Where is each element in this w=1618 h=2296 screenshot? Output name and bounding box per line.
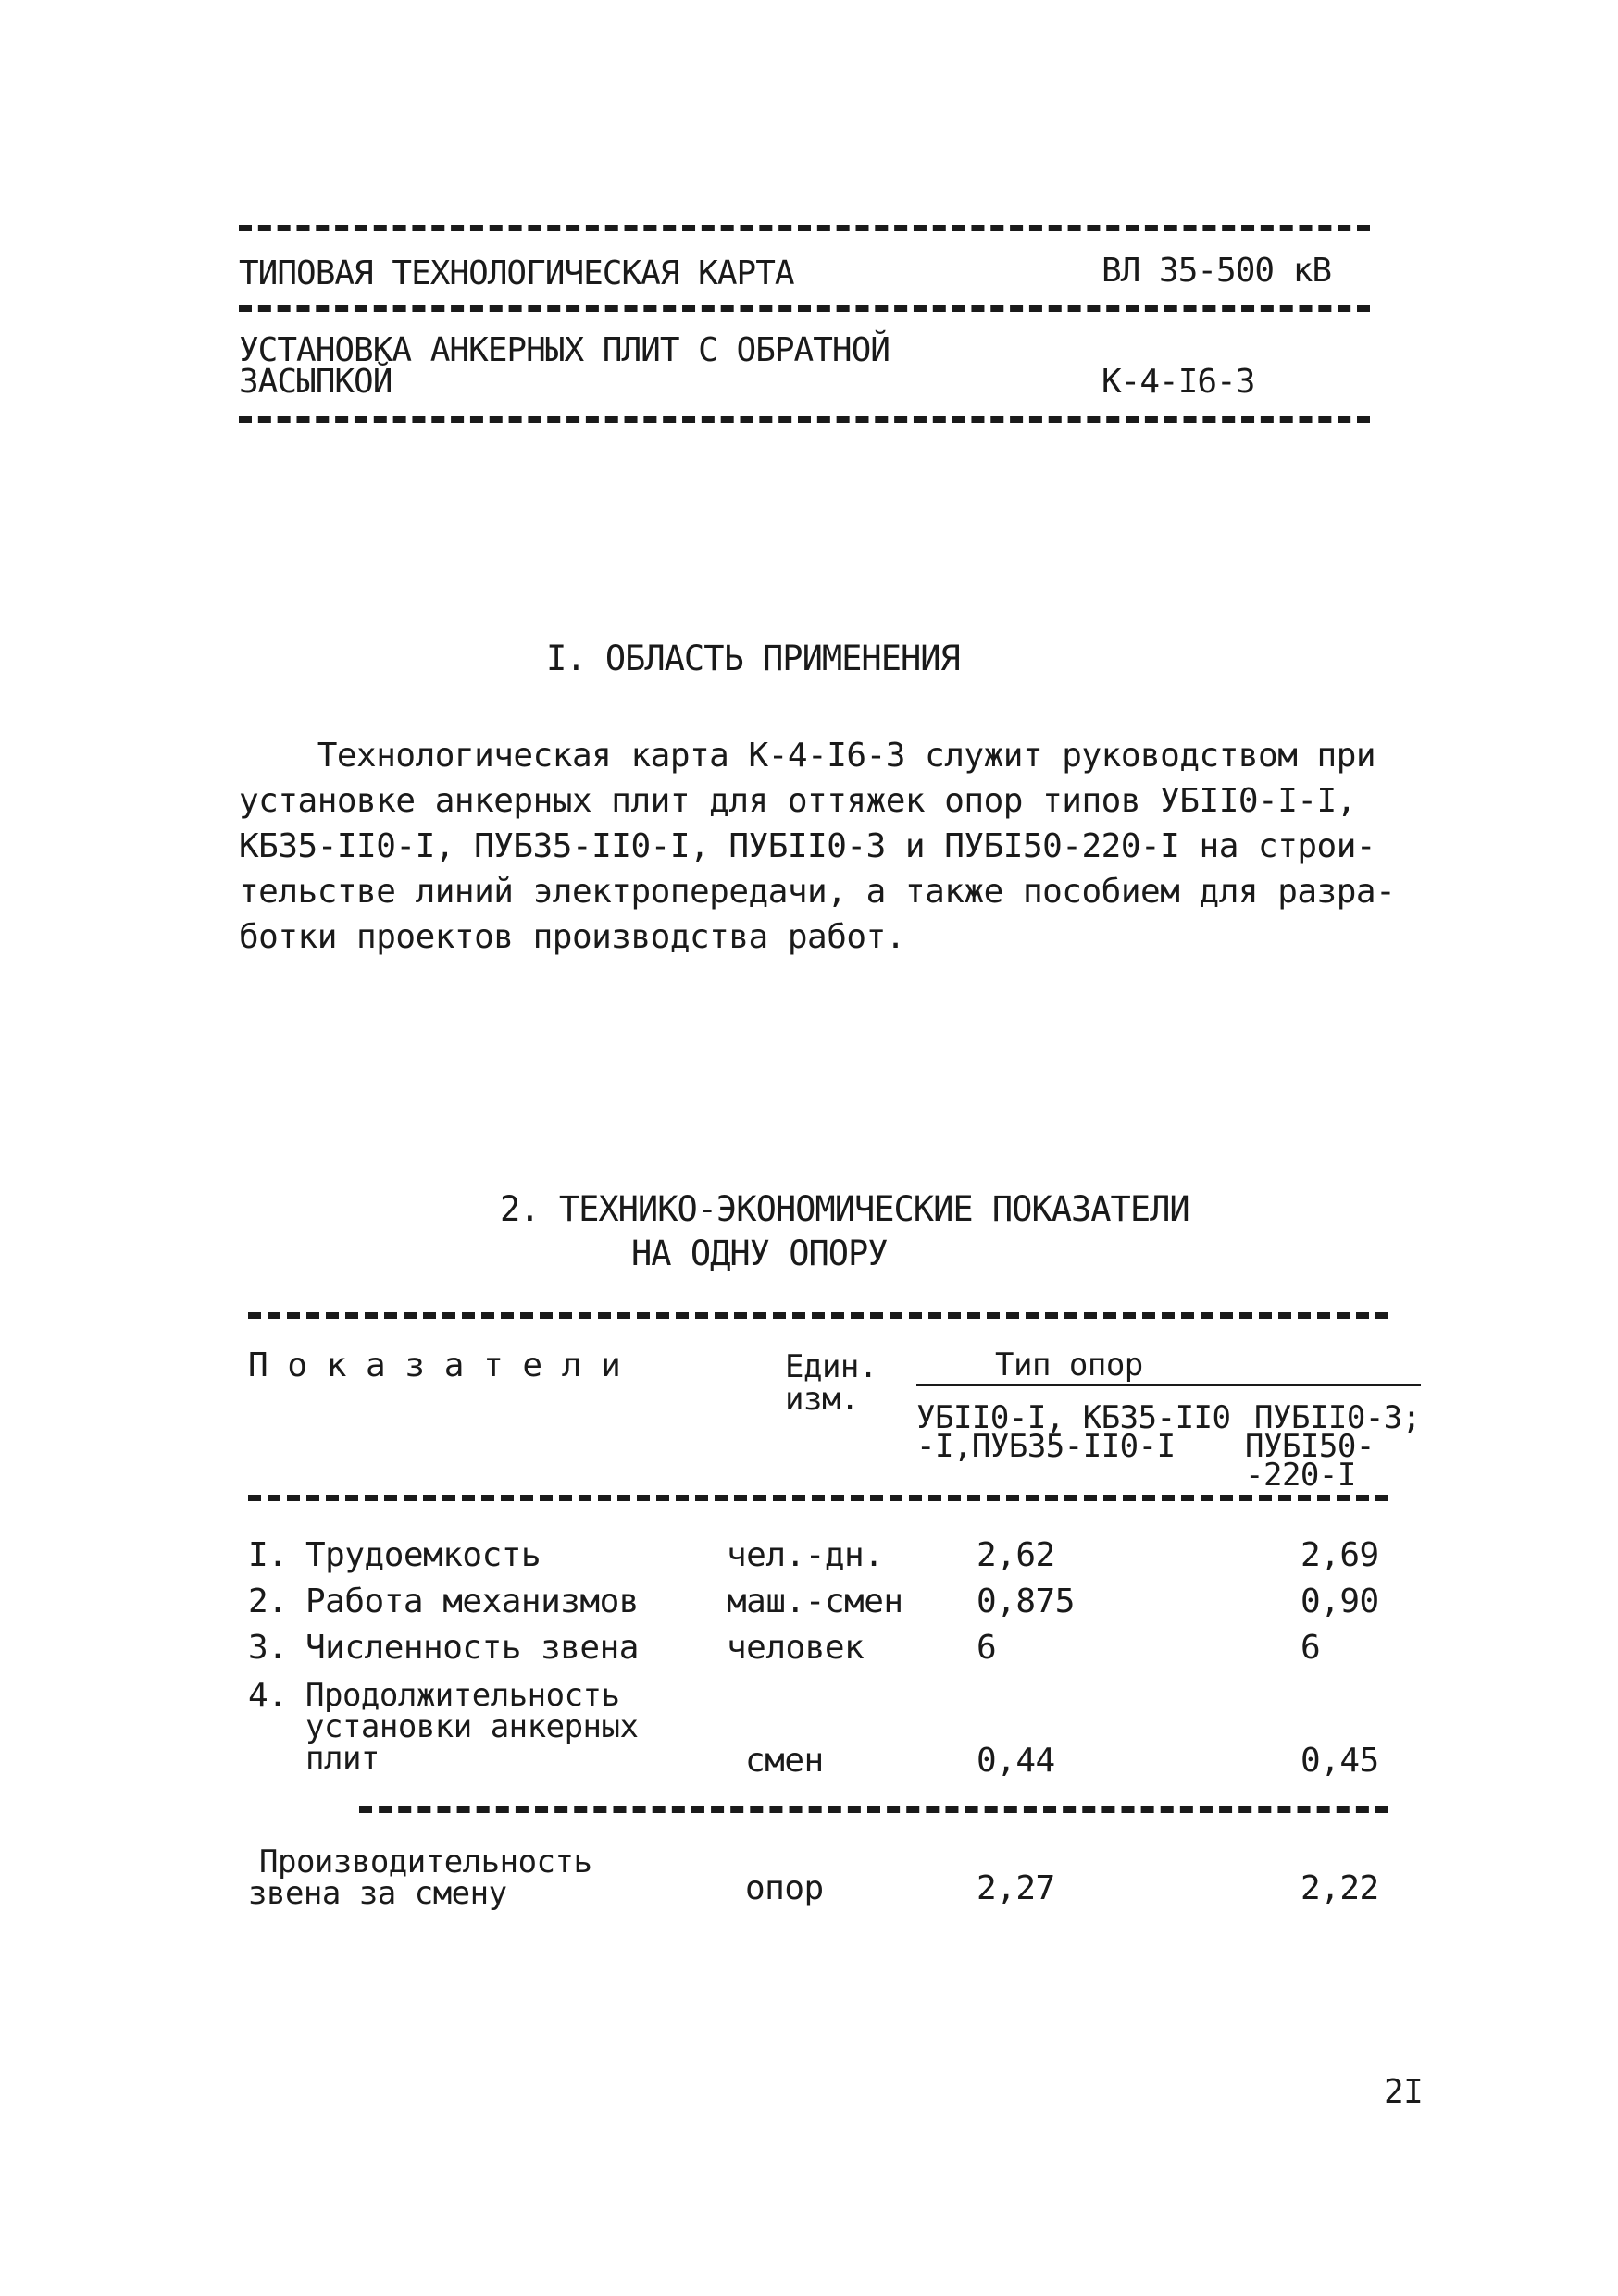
page-number: 2I [1384, 2073, 1424, 2111]
row-1-value-1: 2,62 [977, 1536, 1055, 1574]
section2-title-line-1: 2. ТЕХНИКО-ЭКОНОМИЧЕСКИЕ ПОКАЗАТЕЛИ [500, 1189, 1189, 1229]
voltage-label: ВЛ 35-500 кВ [1101, 252, 1332, 290]
row-3-unit: человек [727, 1629, 865, 1667]
row-1-value-2: 2,69 [1301, 1536, 1379, 1574]
card-code: К-4-I6-3 [1101, 363, 1255, 401]
type-header-underline [916, 1384, 1421, 1386]
row-2-value-1: 0,875 [977, 1582, 1075, 1620]
row-4-name-line-2: установки анкерных [305, 1708, 639, 1745]
productivity-value-2: 2,22 [1301, 1869, 1379, 1907]
row-1-number: I. [248, 1536, 288, 1574]
section1-line-5: ботки проектов производства работ. [239, 918, 905, 956]
table-top-rule [248, 1312, 1388, 1319]
column-header-type: Тип опор [995, 1347, 1143, 1384]
subject-line-1: УСТАНОВКА АНКЕРНЫХ ПЛИТ С ОБРАТНОЙ [239, 331, 890, 369]
row-3-value-1: 6 [977, 1629, 997, 1667]
section1-line-4: тельстве линий электропередачи, а также пособием для разра- [239, 873, 1396, 911]
row-2-value-2: 0,90 [1301, 1582, 1379, 1620]
header-top-rule [239, 225, 1370, 231]
type2-line-1: ПУБII0-3; [1254, 1399, 1421, 1436]
row-2-unit: маш.-смен [727, 1582, 903, 1620]
row-4-unit: смен [745, 1742, 824, 1780]
productivity-unit: опор [745, 1869, 824, 1907]
column-header-indicators: П о к а з а т е л и [248, 1347, 621, 1384]
row-4-value-1: 0,44 [977, 1742, 1055, 1780]
section1-line-1: Технологическая карта К-4-I6-3 служит руководством при [239, 737, 1376, 775]
section2-title-line-2: НА ОДНУ ОПОРУ [631, 1234, 888, 1273]
column-header-unit-1: Един. [785, 1348, 877, 1385]
row-3-name: Численность звена [305, 1629, 639, 1667]
type1-line-2: -I,ПУБ35-II0-I [916, 1428, 1176, 1465]
section1-line-2: установке анкерных плит для оттяжек опор типов УБII0-I-I, [239, 782, 1356, 820]
subject-line-2: ЗАСЫПКОЙ [239, 363, 392, 401]
row-4-number: 4. [248, 1677, 288, 1715]
table-row-separator [359, 1806, 1388, 1813]
section1-title: I. ОБЛАСТЬ ПРИМЕНЕНИЯ [546, 639, 960, 678]
row-4-value-2: 0,45 [1301, 1742, 1379, 1780]
row-4-name-line-1: Продолжительность [305, 1677, 620, 1714]
row-2-name: Работа механизмов [305, 1582, 639, 1620]
header-bottom-rule [239, 416, 1370, 423]
row-4-name-line-3: плит [305, 1740, 380, 1777]
productivity-name-line-1: Производительность [259, 1843, 592, 1880]
productivity-name-line-2: звена за смену [248, 1875, 507, 1912]
row-3-number: 3. [248, 1629, 288, 1667]
type2-line-3: -220-I [1245, 1457, 1356, 1494]
row-3-value-2: 6 [1301, 1629, 1321, 1667]
header-middle-rule [239, 305, 1370, 312]
type2-line-2: ПУБI50- [1245, 1428, 1375, 1465]
type1-line-1: УБII0-I, КБ35-II0 [916, 1399, 1231, 1436]
row-2-number: 2. [248, 1582, 288, 1620]
column-header-unit-2: изм. [785, 1381, 859, 1418]
card-title: ТИПОВАЯ ТЕХНОЛОГИЧЕСКАЯ КАРТА [239, 254, 794, 292]
row-1-name: Трудоемкость [305, 1536, 541, 1574]
row-1-unit: чел.-дн. [727, 1536, 884, 1574]
table-header-rule [248, 1495, 1388, 1501]
section1-line-3: КБ35-II0-I, ПУБ35-II0-I, ПУБII0-3 и ПУБI50-220-I на строи- [239, 827, 1376, 865]
productivity-value-1: 2,27 [977, 1869, 1055, 1907]
